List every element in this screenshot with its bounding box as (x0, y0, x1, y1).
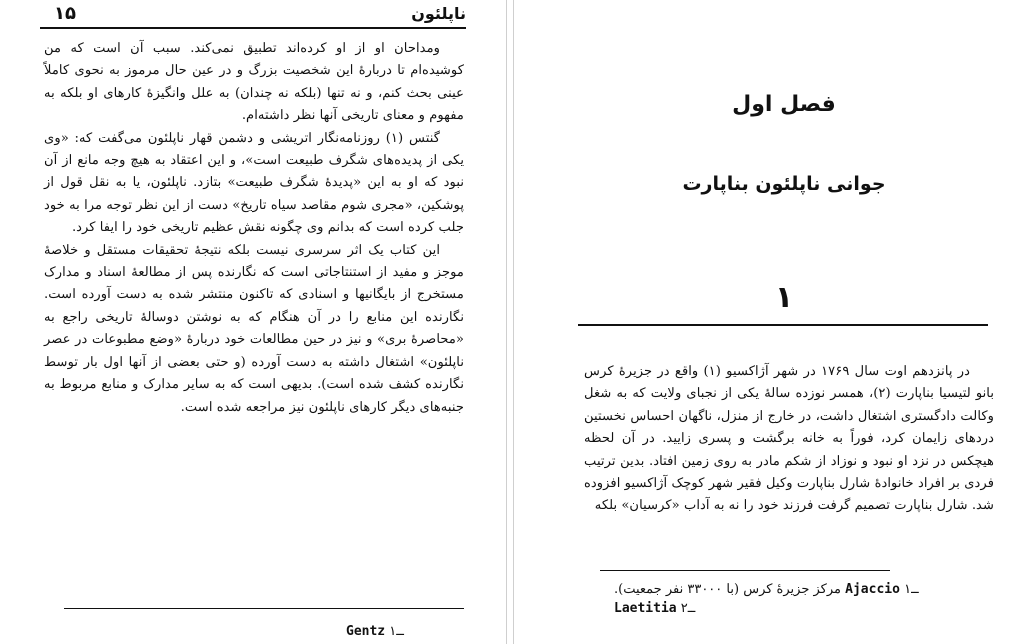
paragraph: گنتس (۱) روزنامه‌نگار اتریشی و دشمن قهار ناپلئون می‌گفت که: «وی یکی از پدیده‌های شگرف طبیعت است»، و این اعتقاد به هیچ وجه مانع از آن نبود که او به این «پدیدهٔ شگرف طبیعت» بتازد. ناپلئون، یا به نقل قول از پوشکین، «مجری شوم مقاصد سیاه تاریخ» دست از این نظر توجه مرا به خود جلب کرده است که بدانم وی چگونه نقش عظیم تاریخی خود را ایفا کرد. (44, 130, 464, 236)
section-number: ۱ (774, 280, 794, 315)
footnote-latin: Laetitia (614, 601, 677, 616)
right-body-text (584, 361, 994, 518)
paragraph: این کتاب یک اثر سرسری نیست بلکه نتیجهٔ تحقیقات مستقل و خلاصهٔ موجز و مفید از استنتاجاتی است که نگارنده پس از مطالعهٔ اسناد و مدارک مستخرج از بایگانیها و اسنادی که تاکنون منتشر شده به دست آورده است. نگارنده این منابع را در آن هنگام که به نوشتن دوسالهٔ تاریخی راجع به «محاصرهٔ بری» و نیز در حین مطالعات خود دربارهٔ «وضع مطبوعات در عصر ناپلئون» اشتغال داشته به دست آورده (و حتی بعضی از آنها اول بار توسط نگارنده کشف شده است). بدیهی است که به سایر مدارک و منابع مربوط به جنبه‌های دیگر کارهای ناپلئون نیز مراجعه شده است. (44, 242, 464, 415)
footnote-marker: ۱ــ (904, 582, 919, 597)
footnote-gentz (346, 623, 404, 641)
footnote-marker: ۲ــ (680, 601, 696, 616)
running-header (40, 3, 466, 25)
footnote-ajaccio (614, 581, 919, 599)
chapter-label: فصل اول (732, 92, 836, 117)
footnote-latin: Gentz (346, 624, 386, 639)
left-page (0, 0, 506, 644)
left-body-text (44, 38, 464, 419)
section-rule (578, 324, 988, 326)
running-header-title: ناپلئون (411, 4, 466, 23)
footnote-latin: Ajaccio (845, 582, 900, 597)
paragraph: ومداحان او از او کرده‌اند تطبیق نمی‌کند. سبب آن است که من کوشیده‌ام تا دربارهٔ این شخصیت بزرگ و در عین حال مرموز به نحوی کاملاً عینی بحث کنم، و نه تنها (بلکه نه چندان) به علل وانگیزهٔ کارهای او بلکه به مفهوم و معنای تاریخی آنها نظر داشته‌ام. (44, 41, 464, 124)
chapter-title: جوانی ناپلئون بناپارت (682, 173, 886, 195)
footnote-marker: ۱ــ (389, 624, 404, 639)
header-rule (40, 27, 466, 29)
footnote-laetitia (614, 600, 695, 618)
book-gutter (506, 0, 514, 644)
page-number: ۱۵ (54, 3, 76, 24)
footnote-rule (600, 570, 890, 571)
right-page (514, 0, 1024, 644)
footnote-rule (64, 608, 464, 609)
paragraph: در پانزدهم اوت سال ۱۷۶۹ در شهر آژاکسیو (۱) واقع در جزیرهٔ کرس بانو لتیسیا بناپارت (۲)، همسر نوزده سالهٔ یکی از نجبای ولایت که به شغل وکالت دادگستری اشتغال داشت، در خارج از منزل، ناگهان احساس نخستین دردهای زایمان کرد، فوراً به خانه برگشت و پسری زایید. در آن لحظه هیچکس در نزد او نبود و نوزاد از شکم مادر به روی زمین افتاد. بدین ترتیب فردی بر افراد خانوادهٔ شارل بناپارت وکیل فقیر شهر کوچک آژاکسیو افزوده شد. شارل بناپارت تصمیم گرفت فرزند خود را نه به آداب «کرسیان» بلکه (584, 364, 994, 514)
footnote-text: مرکز جزیرهٔ کرس (با ۳۳۰۰۰ نفر جمعیت). (614, 582, 842, 597)
